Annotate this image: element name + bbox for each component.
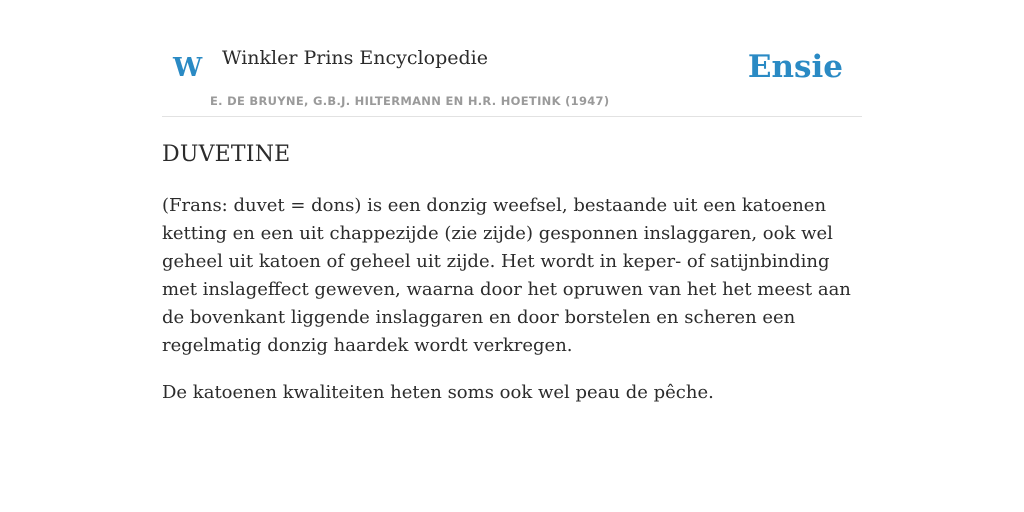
ensie-logo-link[interactable]: Ensie [747, 49, 843, 85]
entry-title: DUVETINE [162, 142, 291, 167]
entry-paragraph: (Frans: duvet = dons) is een donzig weefsel, bestaande uit een katoenen ketting en een uit chappezijde (zie zijde) gesponnen inslaggaren, ook wel geheel uit katoen of geheel uit zijde. Het wordt in keper- of satijnbinding met inslageffect geweven, waarna door het opruwen van het het meest aan de bovenkant liggende inslaggaren en door borstelen en scheren een regelmatig donzig haardek wordt verkregen. [162, 194, 851, 356]
publication-header [162, 0, 862, 117]
page [162, 0, 862, 407]
publication-title[interactable]: Winkler Prins Encyclopedie [222, 47, 488, 69]
publication-logo-icon[interactable]: W [173, 53, 203, 83]
entry-paragraph: De katoenen kwaliteiten heten soms ook wel peau de pêche. [162, 381, 714, 403]
publication-authors: E. DE BRUYNE, G.B.J. HILTERMANN EN H.R. HOETINK (1947) [210, 94, 610, 108]
